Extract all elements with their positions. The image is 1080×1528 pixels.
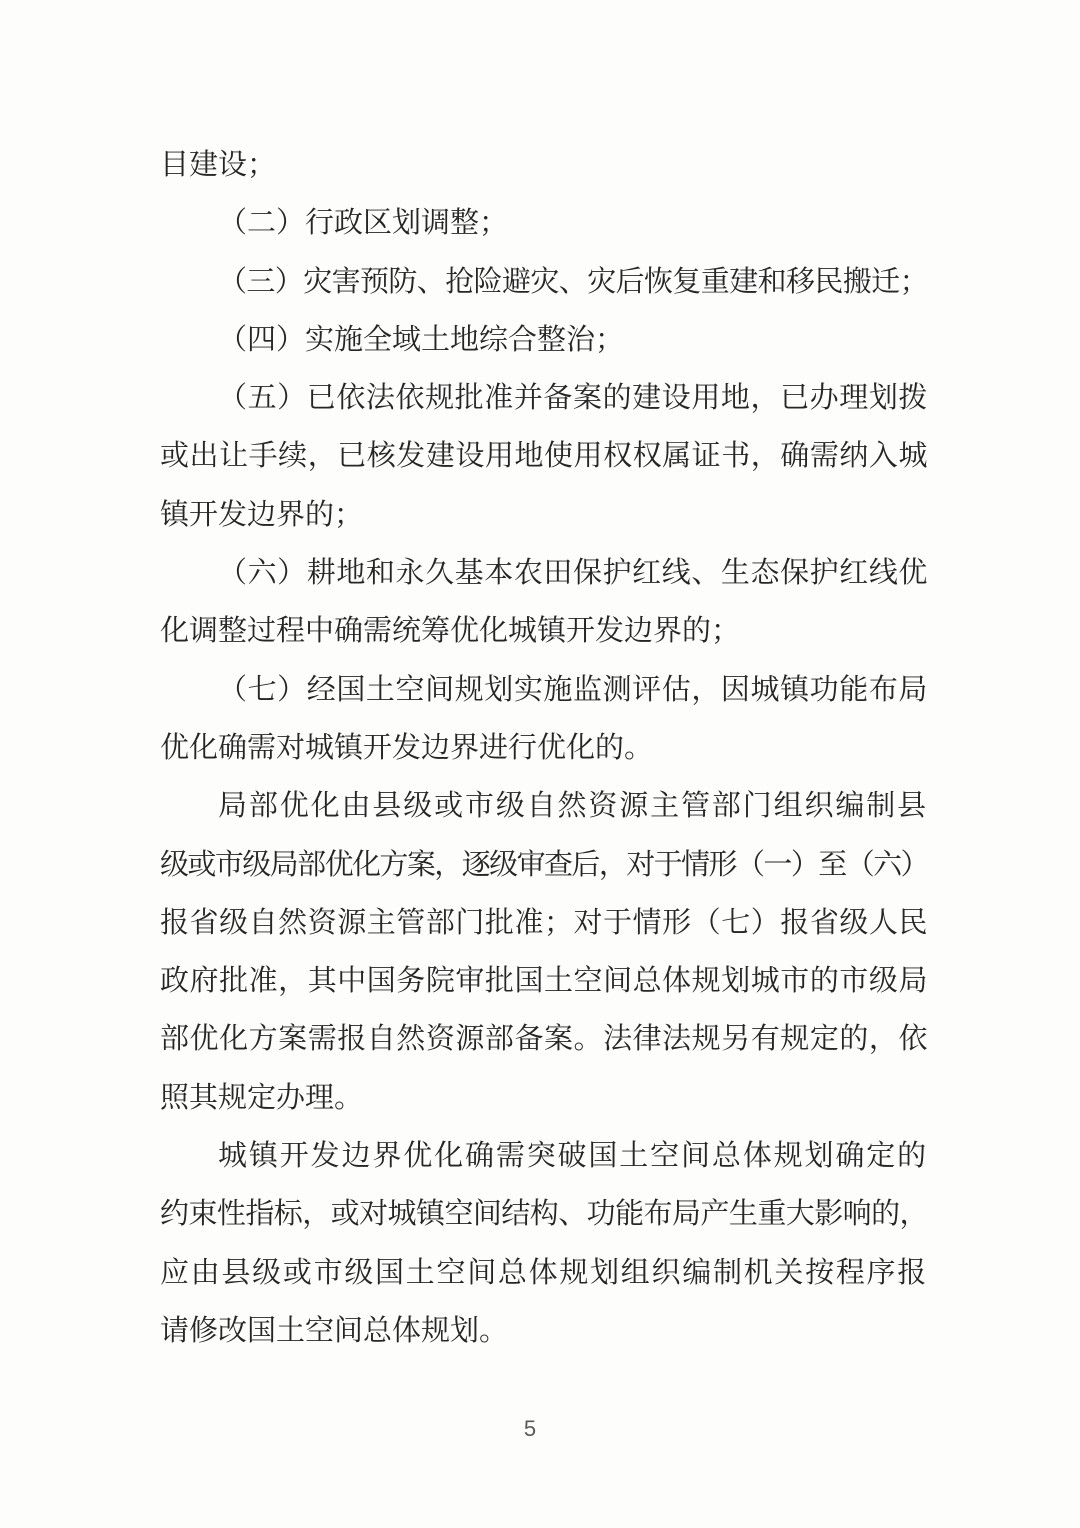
text-line: 报省级自然资源主管部门批准；对于情形（七）报省级人民 (160, 906, 928, 939)
text-line: （七）经国土空间规划实施监测评估，因城镇功能布局 (218, 673, 928, 706)
page-number: 5 (523, 1416, 537, 1441)
text-line: 请修改国土空间总体规划。 (160, 1314, 509, 1347)
text-line: 照其规定办理。 (160, 1081, 364, 1114)
text-line: 政府批准，其中国务院审批国土空间总体规划城市的市级局 (160, 965, 928, 998)
text-line: 级或市级局部优化方案，逐级审查后，对于情形（一）至（六） (160, 848, 928, 881)
text-line: 约束性指标，或对城镇空间结构、功能布局产生重大影响的， (160, 1198, 928, 1231)
text-line: 化调整过程中确需统筹优化城镇开发边界的； (160, 615, 741, 648)
text-line: （三）灾害预防、抢险避灾、灾后恢复重建和移民搬迁； (218, 265, 928, 298)
text-line: 部优化方案需报自然资源部备案。法律法规另有规定的，依 (160, 1023, 928, 1056)
text-line: 优化确需对城镇开发边界进行优化的。 (160, 731, 654, 764)
text-line: 城镇开发边界优化确需突破国土空间总体规划确定的 (218, 1140, 928, 1173)
text-line: （二）行政区划调整； (218, 207, 509, 240)
text-line: 目建设； (160, 149, 277, 181)
text-line: （六）耕地和永久基本农田保护红线、生态保护红线优 (218, 557, 928, 590)
text-line: 镇开发边界的； (160, 498, 364, 531)
text-line: 或出让手续，已核发建设用地使用权权属证书，确需纳入城 (160, 440, 928, 473)
text-line: 应由县级或市级国土空间总体规划组织编制机关按程序报 (160, 1256, 928, 1289)
document-body (160, 136, 928, 1360)
text-line: （五）已依法依规批准并备案的建设用地，已办理划拨 (218, 382, 928, 415)
text-line: （四）实施全域土地综合整治； (218, 323, 625, 356)
text-line: 局部优化由县级或市级自然资源主管部门组织编制县 (218, 790, 928, 823)
